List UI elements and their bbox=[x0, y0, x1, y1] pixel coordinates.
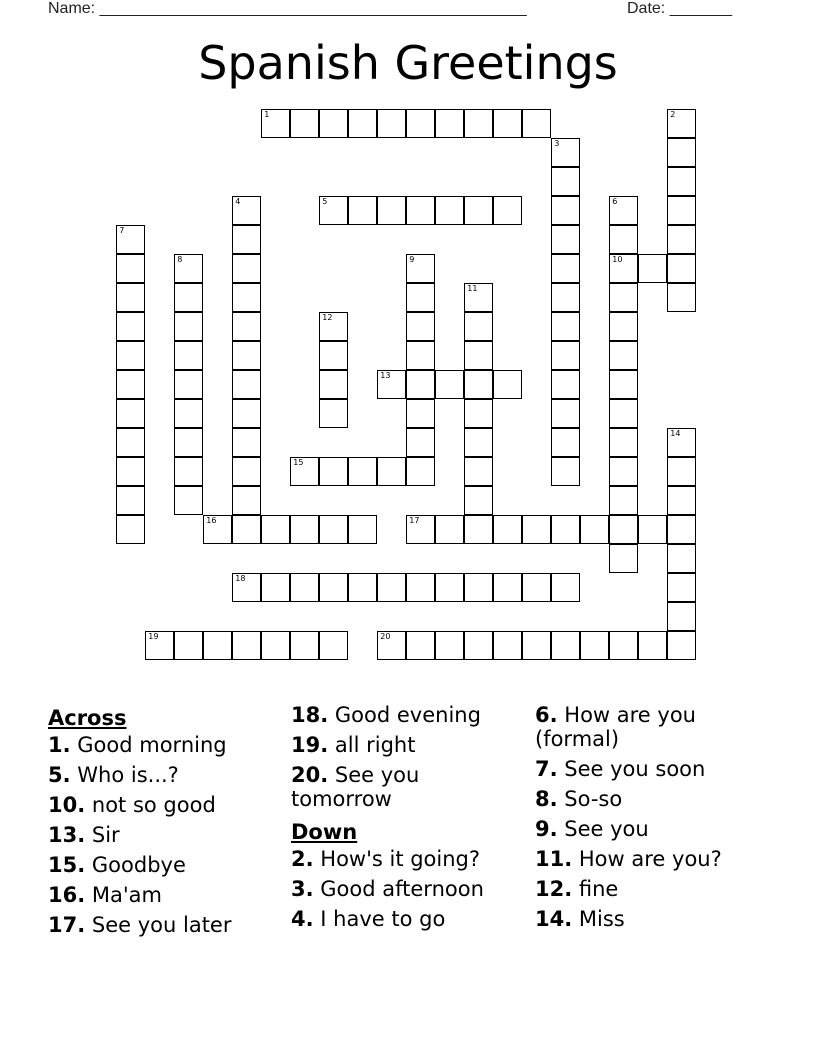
grid-cell[interactable] bbox=[667, 225, 696, 254]
grid-cell[interactable] bbox=[174, 399, 203, 428]
cell-number: 6 bbox=[612, 197, 618, 207]
clue-text: How are you (formal) bbox=[535, 703, 696, 751]
grid-cell[interactable] bbox=[464, 312, 493, 341]
grid-cell[interactable] bbox=[551, 196, 580, 225]
cell-number: 2 bbox=[670, 110, 676, 120]
clue-number: 11. bbox=[535, 847, 573, 871]
grid-cell[interactable] bbox=[464, 573, 493, 602]
across-clue bbox=[48, 823, 278, 847]
clue-text: See you soon bbox=[564, 757, 706, 781]
grid-cell[interactable] bbox=[232, 283, 261, 312]
grid-cell[interactable] bbox=[609, 544, 638, 573]
grid-cell[interactable] bbox=[464, 109, 493, 138]
grid-cell[interactable] bbox=[116, 399, 145, 428]
grid-cell[interactable] bbox=[667, 515, 696, 544]
grid-cell[interactable] bbox=[348, 573, 377, 602]
grid-cell[interactable] bbox=[551, 283, 580, 312]
grid-cell[interactable] bbox=[464, 428, 493, 457]
grid-cell[interactable] bbox=[319, 109, 348, 138]
grid-cell[interactable] bbox=[174, 283, 203, 312]
clue-text: See you later bbox=[91, 913, 232, 937]
grid-cell[interactable] bbox=[232, 254, 261, 283]
across-clue bbox=[48, 793, 278, 817]
grid-cell[interactable] bbox=[232, 631, 261, 660]
grid-cell[interactable] bbox=[232, 457, 261, 486]
clue-text: Who is...? bbox=[77, 763, 179, 787]
clues-column-1 bbox=[48, 703, 278, 943]
grid-cell[interactable] bbox=[377, 370, 406, 399]
grid-cell[interactable] bbox=[580, 631, 609, 660]
grid-cell[interactable] bbox=[232, 225, 261, 254]
grid-cell[interactable] bbox=[522, 109, 551, 138]
clue-number: 17. bbox=[48, 913, 86, 937]
cell-number: 9 bbox=[409, 255, 415, 265]
grid-cell[interactable] bbox=[232, 573, 261, 602]
grid-cell[interactable] bbox=[116, 254, 145, 283]
grid-cell[interactable] bbox=[319, 399, 348, 428]
cell-number: 11 bbox=[467, 284, 478, 294]
cell-number: 17 bbox=[409, 516, 420, 526]
grid-cell[interactable] bbox=[377, 196, 406, 225]
across-clue bbox=[48, 853, 278, 877]
clue-number: 8. bbox=[535, 787, 558, 811]
grid-cell[interactable] bbox=[667, 196, 696, 225]
grid-cell[interactable] bbox=[551, 515, 580, 544]
grid-cell[interactable] bbox=[261, 515, 290, 544]
grid-cell[interactable] bbox=[609, 254, 638, 283]
grid-cell[interactable] bbox=[435, 631, 464, 660]
grid-cell[interactable] bbox=[551, 225, 580, 254]
grid-cell[interactable] bbox=[522, 631, 551, 660]
cell-number: 18 bbox=[235, 574, 246, 584]
grid-cell[interactable] bbox=[609, 457, 638, 486]
down-clue bbox=[291, 847, 506, 871]
grid-cell[interactable] bbox=[551, 370, 580, 399]
grid-cell[interactable] bbox=[377, 631, 406, 660]
grid-cell[interactable] bbox=[551, 341, 580, 370]
grid-cell[interactable] bbox=[406, 254, 435, 283]
grid-cell[interactable] bbox=[464, 341, 493, 370]
grid-cell[interactable] bbox=[232, 515, 261, 544]
cell-number: 16 bbox=[206, 516, 217, 526]
grid-cell[interactable] bbox=[174, 486, 203, 515]
grid-cell[interactable] bbox=[261, 109, 290, 138]
grid-cell[interactable] bbox=[667, 631, 696, 660]
clue-number: 16. bbox=[48, 883, 86, 907]
grid-cell[interactable] bbox=[377, 573, 406, 602]
grid-cell[interactable] bbox=[609, 399, 638, 428]
clue-text: not so good bbox=[91, 793, 216, 817]
cell-number: 10 bbox=[612, 255, 623, 265]
across-clue bbox=[291, 703, 506, 727]
grid-cell[interactable] bbox=[493, 196, 522, 225]
clue-text: Sir bbox=[91, 823, 120, 847]
clue-number: 1. bbox=[48, 733, 71, 757]
grid-cell[interactable] bbox=[667, 544, 696, 573]
grid-cell[interactable] bbox=[464, 370, 493, 399]
down-clue bbox=[535, 703, 740, 751]
clue-number: 14. bbox=[535, 907, 573, 931]
clue-number: 13. bbox=[48, 823, 86, 847]
grid-cell[interactable] bbox=[551, 312, 580, 341]
grid-cell[interactable] bbox=[667, 486, 696, 515]
page-title: Spanish Greetings bbox=[198, 36, 618, 90]
grid-cell[interactable] bbox=[232, 312, 261, 341]
cell-number: 5 bbox=[322, 197, 328, 207]
clue-number: 18. bbox=[291, 703, 329, 727]
grid-cell[interactable] bbox=[580, 515, 609, 544]
clue-number: 5. bbox=[48, 763, 71, 787]
clue-number: 7. bbox=[535, 757, 558, 781]
clue-number: 19. bbox=[291, 733, 329, 757]
cell-number: 15 bbox=[293, 458, 304, 468]
grid-cell[interactable] bbox=[174, 428, 203, 457]
grid-cell[interactable] bbox=[609, 225, 638, 254]
grid-cell[interactable] bbox=[667, 109, 696, 138]
grid-cell[interactable] bbox=[435, 196, 464, 225]
grid-cell[interactable] bbox=[464, 457, 493, 486]
clue-text: See you tomorrow bbox=[291, 763, 420, 811]
clue-text: Good afternoon bbox=[320, 877, 484, 901]
clue-text: all right bbox=[334, 733, 416, 757]
grid-cell[interactable] bbox=[522, 573, 551, 602]
grid-cell[interactable] bbox=[667, 254, 696, 283]
grid-cell[interactable] bbox=[551, 457, 580, 486]
grid-cell[interactable] bbox=[464, 283, 493, 312]
grid-cell[interactable] bbox=[116, 283, 145, 312]
grid-cell[interactable] bbox=[290, 109, 319, 138]
grid-cell[interactable] bbox=[464, 486, 493, 515]
grid-cell[interactable] bbox=[464, 631, 493, 660]
grid-cell[interactable] bbox=[406, 631, 435, 660]
grid-cell[interactable] bbox=[319, 573, 348, 602]
grid-cell[interactable] bbox=[667, 167, 696, 196]
grid-cell[interactable] bbox=[609, 370, 638, 399]
grid-cell[interactable] bbox=[609, 312, 638, 341]
grid-cell[interactable] bbox=[319, 457, 348, 486]
grid-cell[interactable] bbox=[609, 428, 638, 457]
across-clue bbox=[48, 733, 278, 757]
grid-cell[interactable] bbox=[174, 312, 203, 341]
grid-cell[interactable] bbox=[435, 515, 464, 544]
clue-text: See you bbox=[564, 817, 649, 841]
down-clue bbox=[535, 907, 740, 931]
clue-text: Good evening bbox=[334, 703, 481, 727]
grid-cell[interactable] bbox=[493, 109, 522, 138]
grid-cell[interactable] bbox=[174, 341, 203, 370]
grid-cell[interactable] bbox=[348, 457, 377, 486]
grid-cell[interactable] bbox=[406, 457, 435, 486]
down-clue bbox=[535, 757, 740, 781]
date-field[interactable]: Date: _______ bbox=[627, 0, 732, 17]
down-clue bbox=[535, 877, 740, 901]
grid-cell[interactable] bbox=[116, 312, 145, 341]
down-clue bbox=[535, 847, 740, 871]
grid-cell[interactable] bbox=[493, 573, 522, 602]
grid-cell[interactable] bbox=[435, 370, 464, 399]
clue-text: How are you? bbox=[578, 847, 722, 871]
cell-number: 14 bbox=[670, 429, 681, 439]
cell-number: 20 bbox=[380, 632, 391, 642]
grid-cell[interactable] bbox=[551, 631, 580, 660]
grid-cell[interactable] bbox=[232, 399, 261, 428]
grid-cell[interactable] bbox=[232, 341, 261, 370]
clue-number: 12. bbox=[535, 877, 573, 901]
cell-number: 19 bbox=[148, 632, 159, 642]
cell-number: 13 bbox=[380, 371, 391, 381]
clue-text: Goodbye bbox=[91, 853, 186, 877]
across-heading: Across bbox=[48, 706, 127, 730]
grid-cell[interactable] bbox=[116, 428, 145, 457]
grid-cell[interactable] bbox=[406, 196, 435, 225]
down-clue bbox=[535, 817, 740, 841]
across-clue bbox=[48, 883, 278, 907]
grid-cell[interactable] bbox=[406, 283, 435, 312]
grid-cell[interactable] bbox=[464, 196, 493, 225]
grid-cell[interactable] bbox=[406, 109, 435, 138]
grid-cell[interactable] bbox=[261, 573, 290, 602]
down-clue bbox=[291, 877, 506, 901]
clue-text: fine bbox=[578, 877, 619, 901]
across-clue bbox=[48, 913, 278, 937]
grid-cell[interactable] bbox=[116, 457, 145, 486]
grid-cell[interactable] bbox=[116, 225, 145, 254]
grid-cell[interactable] bbox=[667, 283, 696, 312]
grid-cell[interactable] bbox=[667, 602, 696, 631]
clue-text: So-so bbox=[564, 787, 623, 811]
grid-cell[interactable] bbox=[232, 370, 261, 399]
grid-cell[interactable] bbox=[145, 631, 174, 660]
grid-cell[interactable] bbox=[667, 428, 696, 457]
across-clue bbox=[48, 763, 278, 787]
grid-cell[interactable] bbox=[319, 370, 348, 399]
clue-number: 20. bbox=[291, 763, 329, 787]
clue-text: I have to go bbox=[320, 907, 446, 931]
grid-cell[interactable] bbox=[638, 515, 667, 544]
grid-cell[interactable] bbox=[116, 486, 145, 515]
grid-cell[interactable] bbox=[174, 370, 203, 399]
grid-cell[interactable] bbox=[667, 138, 696, 167]
grid-cell[interactable] bbox=[667, 573, 696, 602]
grid-cell[interactable] bbox=[290, 573, 319, 602]
clue-number: 4. bbox=[291, 907, 314, 931]
grid-cell[interactable] bbox=[116, 515, 145, 544]
grid-cell[interactable] bbox=[464, 515, 493, 544]
grid-cell[interactable] bbox=[377, 457, 406, 486]
grid-cell[interactable] bbox=[319, 341, 348, 370]
clues-column-2 bbox=[291, 703, 506, 937]
clue-text: How's it going? bbox=[320, 847, 481, 871]
clue-text: Good morning bbox=[77, 733, 227, 757]
clue-number: 2. bbox=[291, 847, 314, 871]
grid-cell[interactable] bbox=[203, 631, 232, 660]
grid-cell[interactable] bbox=[609, 341, 638, 370]
clue-number: 6. bbox=[535, 703, 558, 727]
grid-cell[interactable] bbox=[261, 631, 290, 660]
grid-cell[interactable] bbox=[406, 428, 435, 457]
grid-cell[interactable] bbox=[522, 515, 551, 544]
grid-cell[interactable] bbox=[319, 312, 348, 341]
grid-cell[interactable] bbox=[406, 515, 435, 544]
grid-cell[interactable] bbox=[638, 254, 667, 283]
grid-cell[interactable] bbox=[551, 399, 580, 428]
clue-text: Ma'am bbox=[91, 883, 162, 907]
grid-cell[interactable] bbox=[116, 370, 145, 399]
clue-number: 9. bbox=[535, 817, 558, 841]
clues-column-3 bbox=[535, 703, 740, 937]
clue-text: Miss bbox=[578, 907, 625, 931]
grid-cell[interactable] bbox=[609, 515, 638, 544]
grid-cell[interactable] bbox=[493, 370, 522, 399]
grid-cell[interactable] bbox=[232, 196, 261, 225]
grid-cell[interactable] bbox=[493, 515, 522, 544]
grid-cell[interactable] bbox=[116, 341, 145, 370]
clue-number: 3. bbox=[291, 877, 314, 901]
grid-cell[interactable] bbox=[348, 515, 377, 544]
grid-cell[interactable] bbox=[551, 254, 580, 283]
grid-cell[interactable] bbox=[609, 486, 638, 515]
grid-cell[interactable] bbox=[493, 631, 522, 660]
grid-cell[interactable] bbox=[232, 428, 261, 457]
cell-number: 4 bbox=[235, 197, 241, 207]
down-clue bbox=[535, 787, 740, 811]
clue-number: 10. bbox=[48, 793, 86, 817]
name-field[interactable]: Name: ________________________________________________ bbox=[48, 0, 527, 17]
grid-cell[interactable] bbox=[609, 196, 638, 225]
grid-cell[interactable] bbox=[174, 631, 203, 660]
grid-cell[interactable] bbox=[348, 196, 377, 225]
grid-cell[interactable] bbox=[406, 370, 435, 399]
clue-number: 15. bbox=[48, 853, 86, 877]
down-clue bbox=[291, 907, 506, 931]
grid-cell[interactable] bbox=[406, 573, 435, 602]
grid-cell[interactable] bbox=[406, 312, 435, 341]
cell-number: 7 bbox=[119, 226, 125, 236]
across-clue bbox=[291, 763, 506, 811]
down-heading: Down bbox=[291, 820, 358, 844]
cell-number: 3 bbox=[554, 139, 560, 149]
grid-cell[interactable] bbox=[464, 399, 493, 428]
cell-number: 1 bbox=[264, 110, 270, 120]
grid-cell[interactable] bbox=[174, 254, 203, 283]
grid-cell[interactable] bbox=[406, 341, 435, 370]
grid-cell[interactable] bbox=[232, 486, 261, 515]
grid-cell[interactable] bbox=[609, 631, 638, 660]
grid-cell[interactable] bbox=[667, 457, 696, 486]
cell-number: 8 bbox=[177, 255, 183, 265]
grid-cell[interactable] bbox=[551, 167, 580, 196]
grid-cell[interactable] bbox=[174, 457, 203, 486]
grid-cell[interactable] bbox=[290, 457, 319, 486]
grid-cell[interactable] bbox=[377, 109, 406, 138]
grid-cell[interactable] bbox=[551, 428, 580, 457]
grid-cell[interactable] bbox=[406, 399, 435, 428]
grid-cell[interactable] bbox=[319, 515, 348, 544]
grid-cell[interactable] bbox=[609, 283, 638, 312]
grid-cell[interactable] bbox=[551, 138, 580, 167]
grid-cell[interactable] bbox=[551, 573, 580, 602]
grid-cell[interactable] bbox=[435, 573, 464, 602]
grid-cell[interactable] bbox=[348, 109, 377, 138]
grid-cell[interactable] bbox=[638, 631, 667, 660]
grid-cell[interactable] bbox=[435, 109, 464, 138]
grid-cell[interactable] bbox=[290, 631, 319, 660]
grid-cell[interactable] bbox=[319, 631, 348, 660]
across-clue bbox=[291, 733, 506, 757]
grid-cell[interactable] bbox=[203, 515, 232, 544]
cell-number: 12 bbox=[322, 313, 333, 323]
grid-cell[interactable] bbox=[290, 515, 319, 544]
grid-cell[interactable] bbox=[319, 196, 348, 225]
